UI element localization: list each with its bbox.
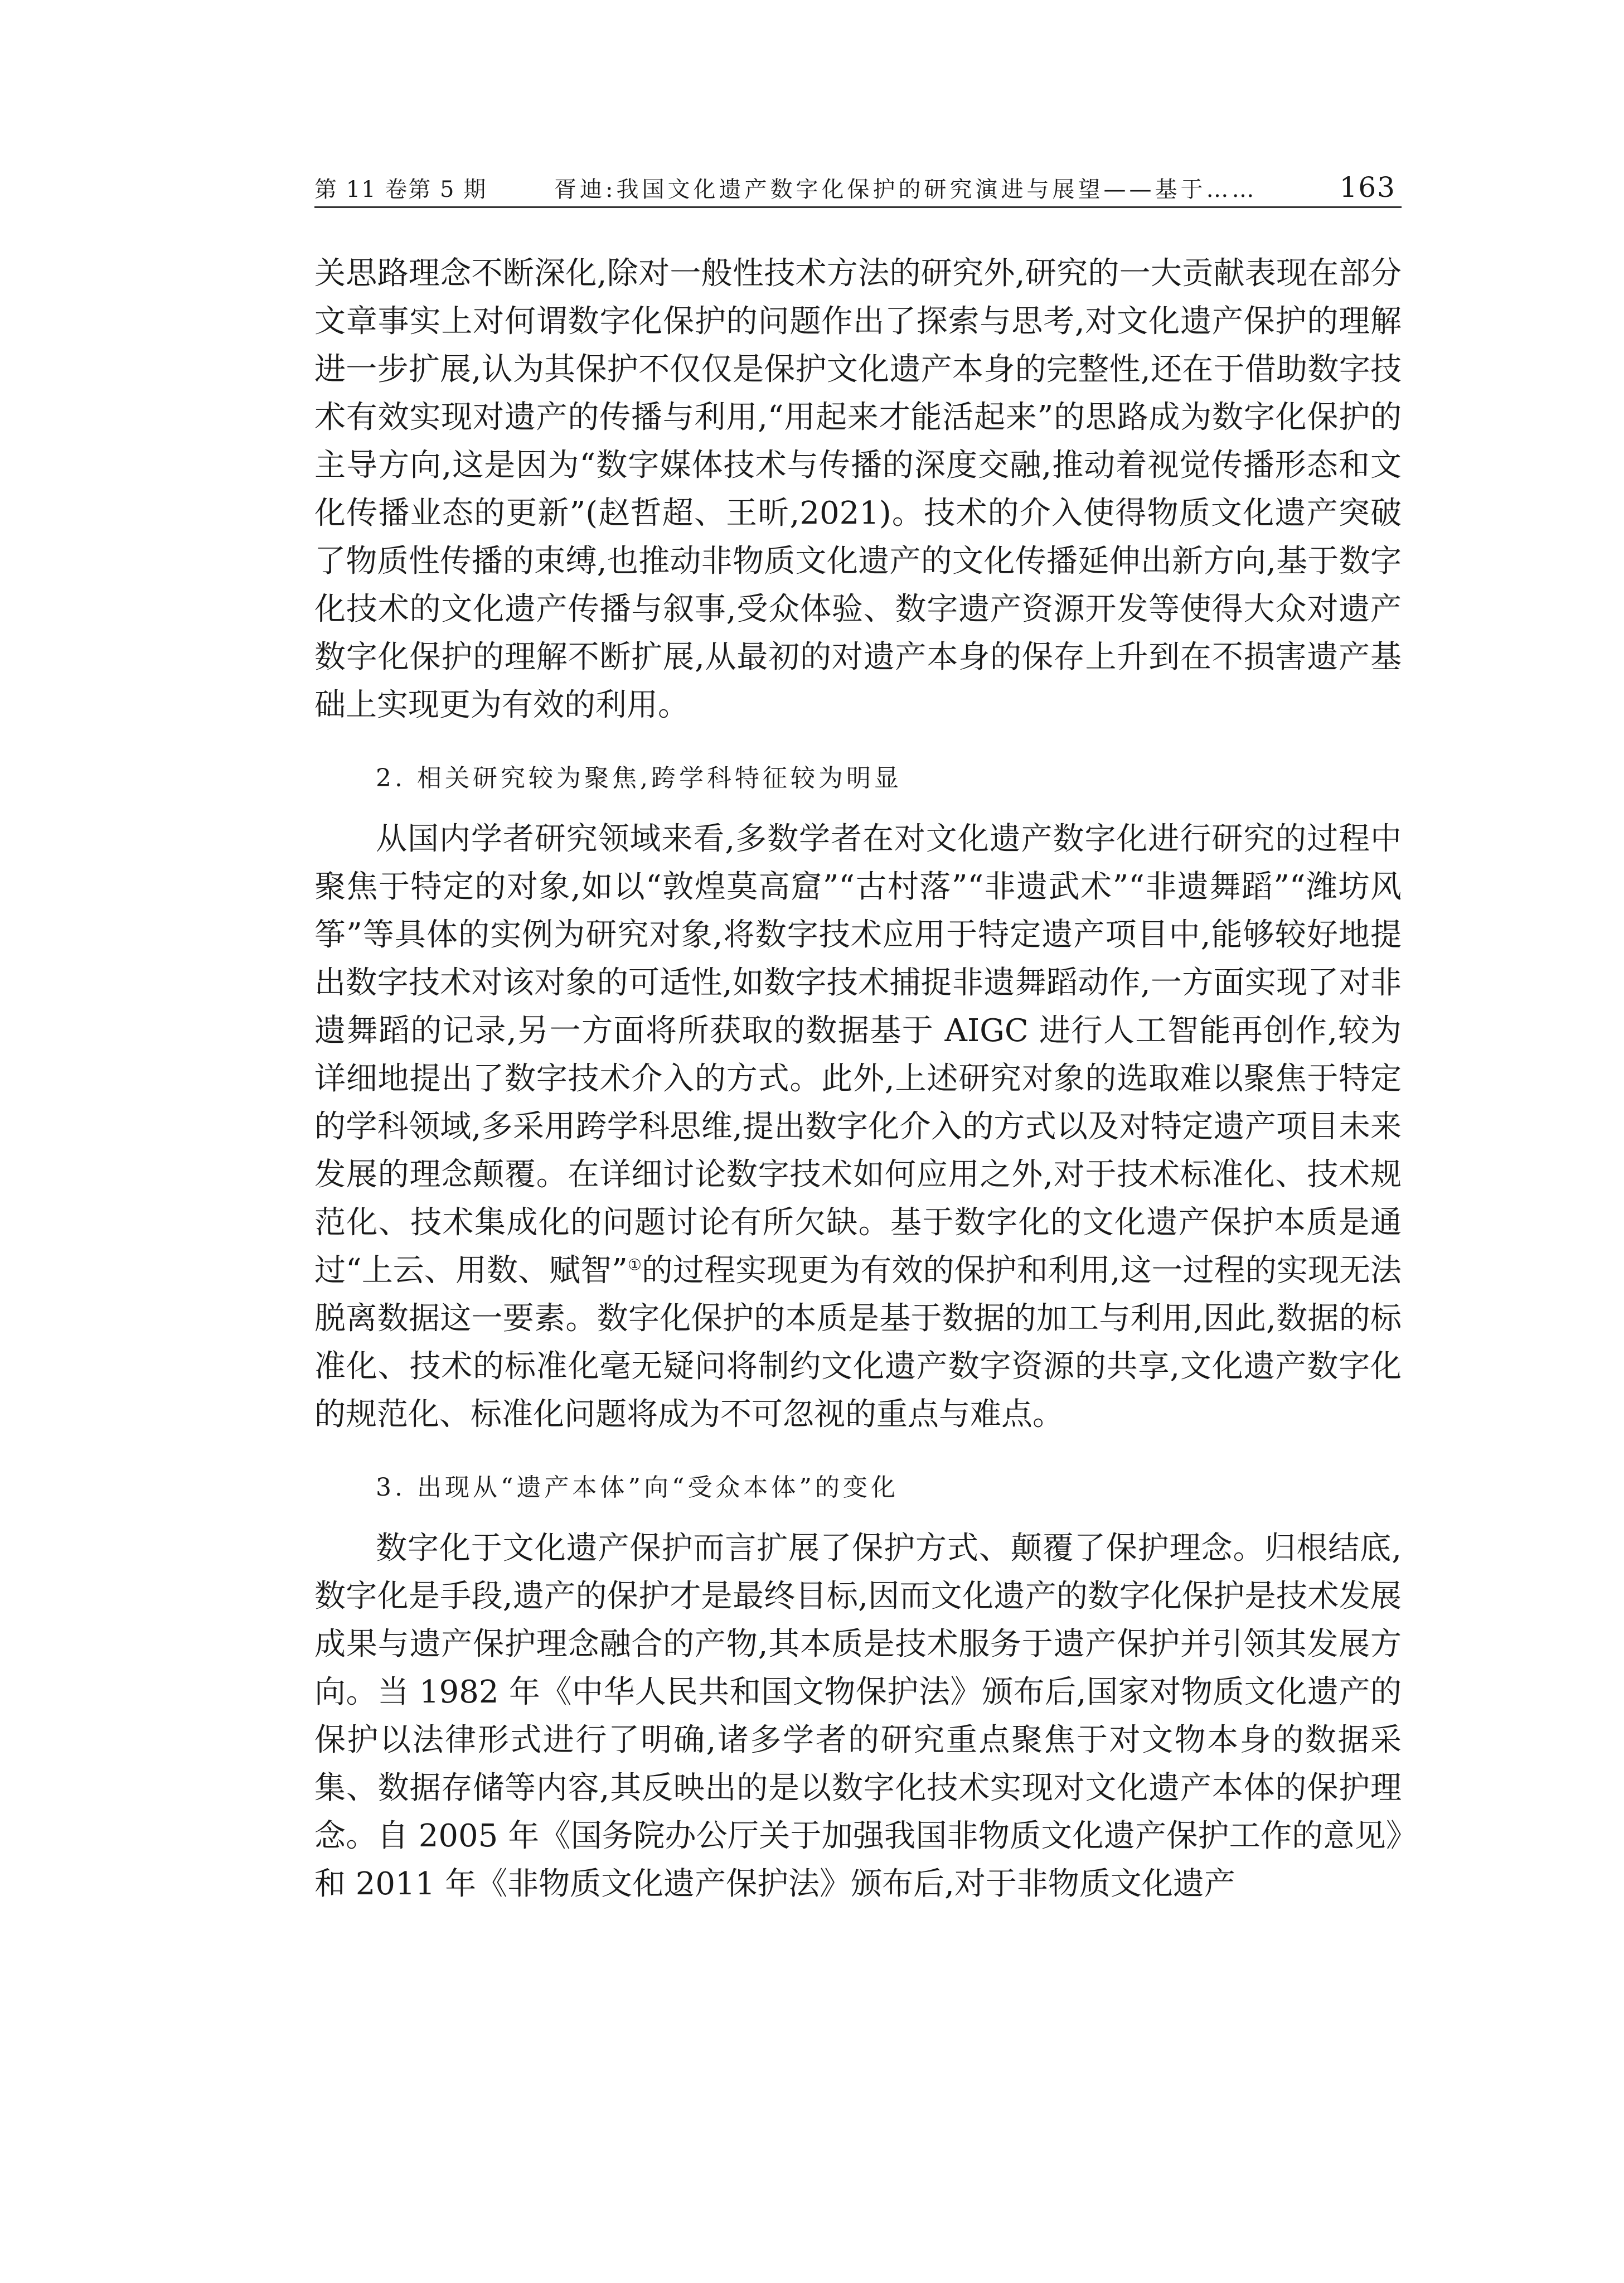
section-heading-2: 2. 相关研究较为聚焦,跨学科特征较为明显 — [376, 764, 902, 792]
section-heading-3: 3. 出现从“遗产本体”向“受众本体”的变化 — [376, 1473, 899, 1502]
paragraph-text-part-1: 从国内学者研究领域来看,多数学者在对文化遗产数字化进行研究的过程中聚焦于特定的对象,如以“敦煌莫高窟”“古村落”“非遗武术”“非遗舞蹈”“潍坊风筝”等具体的实例为研究对象,将数字技术应用于特定遗产项目中,能够较好地提出数字技术对该对象的可适性,如数字技术捕捉非遗舞蹈动作,一方面实现了对非遗舞蹈的记录,另一方面将所获取的数据基于 AIGC 进行人工智能再创作,较为详细地提出了数字技术介入的方式。此外,上述研究对象的选取难以聚焦于特定的学科领域,多采用跨学科思维,提出数字化介入的方式以及对特定遗产项目未来发展的理念颠覆。在详细讨论数字技术如何应用之外,对于技术标准化、技术规范化、技术集成化的问题讨论有所欠缺。基于数字化的文化遗产保护本质是通过“上云、用数、赋智” — [314, 821, 1402, 1289]
footnote-marker[interactable]: ① — [627, 1255, 642, 1274]
page-number: 163 — [1339, 171, 1396, 204]
running-title: 胥迪:我国文化遗产数字化保护的研究演进与展望——基于…… — [554, 177, 1258, 202]
article-body — [314, 250, 1402, 1908]
running-header — [314, 173, 1402, 208]
paragraph-text-part-2: 的过程实现更为有效的保护和利用,这一过程的实现无法脱离数据这一要素。数字化保护的本质是基于数据的加工与利用,因此,数据的标准化、技术的标准化毫无疑问将制约文化遗产数字资源的共享,文化遗产数字化的规范化、标准化问题将成为不可忽视的重点与难点。 — [314, 1252, 1402, 1433]
volume-issue: 第 11 卷第 5 期 — [314, 177, 487, 202]
paragraph-continued: 关思路理念不断深化,除对一般性技术方法的研究外,研究的一大贡献表现在部分文章事实上对何谓数字化保护的问题作出了探索与思考,对文化遗产保护的理解进一步扩展,认为其保护不仅仅是保护文化遗产本身的完整性,还在于借助数字技术有效实现对遗产的传播与利用,“用起来才能活起来”的思路成为数字化保护的主导方向,这是因为“数字媒体技术与传播的深度交融,推动着视觉传播形态和文化传播业态的更新”(赵哲超、王昕,2021)。技术的介入使得物质文化遗产突破了物质性传播的束缚,也推动非物质文化遗产的文化传播延伸出新方向,基于数字化技术的文化遗产传播与叙事,受众体验、数字遗产资源开发等使得大众对遗产数字化保护的理解不断扩展,从最初的对遗产本身的保存上升到在不损害遗产基础上实现更为有效的利用。 — [314, 255, 1402, 723]
paragraph-audience-shift: 数字化于文化遗产保护而言扩展了保护方式、颠覆了保护理念。归根结底,数字化是手段,遗产的保护才是最终目标,因而文化遗产的数字化保护是技术发展成果与遗产保护理念融合的产物,其本质是技术服务于遗产保护并引领其发展方向。当 1982 年《中华人民共和国文物保护法》颁布后,国家对物质文化遗产的保护以法律形式进行了明确,诸多学者的研究重点聚焦于对文物本身的数据采集、数据存储等内容,其反映出的是以数字化技术实现对文化遗产本体的保护理念。自 2005 年《国务院办公厅关于加强我国非物质文化遗产保护工作的意见》和 2011 年《非物质文化遗产保护法》颁布后,对于非物质文化遗产 — [314, 1530, 1402, 1902]
paragraph-research-focus — [314, 815, 1402, 1439]
